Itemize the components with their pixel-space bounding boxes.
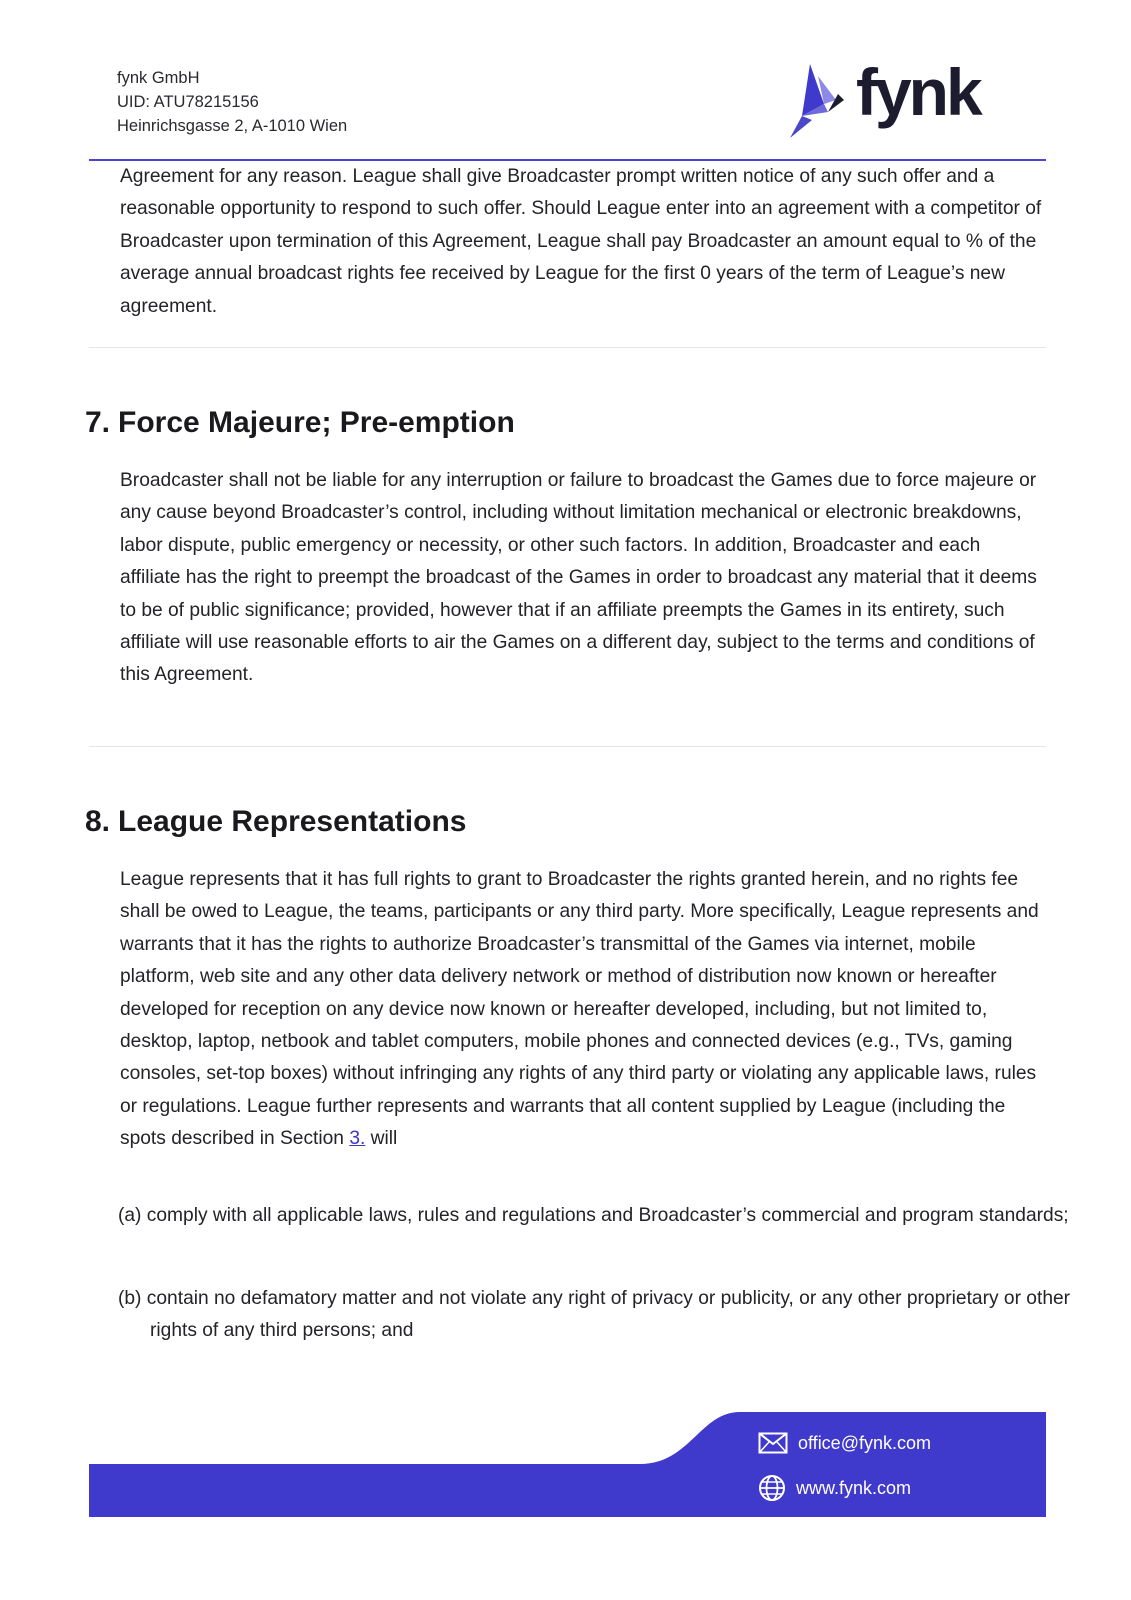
intro-paragraph: Agreement for any reason. League shall give Broadcaster prompt written notice of any such offer and a reasonable opportunity to respond to such offer. Should League enter into an agreement with a competitor of Broadcaster upon termination of this Agreement, League shall pay Broadcaster an amount equal to % of the average annual broadcast rights fee received by League for the first 0 years of the term of League’s new agreement. — [120, 166, 1042, 317]
company-name: fynk GmbH — [117, 69, 200, 87]
footer-email[interactable] — [758, 1432, 931, 1454]
section-7-title: Force Majeure; Pre-emption — [118, 406, 515, 439]
footer-website[interactable] — [758, 1474, 911, 1502]
footer-email-text: office@fynk.com — [798, 1432, 931, 1453]
section-8-body-tail: will — [365, 1128, 398, 1150]
section-7-body: Broadcaster shall not be liable for any interruption or failure to broadcast the Games due to force majeure or any cause beyond Broadcaster’s control, including without limitation mechanical or electronic breakdowns, labor dispute, public emergency or necessity, or other such factors. In addition, Broadcaster and each affiliate has the right to preempt the broadcast of the Games in order to broadcast any material that it deems to be of public significance; provided, however that if an affiliate preempts the Games in its entirety, such affiliate will use reasonable efforts to air the Games on a different day, subject to the terms and conditions of this Agreement. — [120, 470, 1037, 686]
list-marker-b: (b) — [118, 1288, 142, 1309]
section-8-number: 8. — [85, 805, 111, 838]
footer-website-text: www.fynk.com — [796, 1477, 912, 1498]
company-uid: UID: ATU78215156 — [117, 93, 259, 111]
globe-icon — [758, 1474, 786, 1502]
list-marker-a: (a) — [118, 1205, 142, 1226]
section-8-title: League Representations — [118, 805, 467, 838]
section-8-body-text: League represents that it has full rights to grant to Broadcaster the rights granted herein, and no rights fee shall be owed to League, the teams, participants or any third party. More specifically, League represents and warrants that it has the rights to authorize Broadcaster’s transmittal of the Games via internet, mobile platform, web site and any other data delivery network or method of distribution now known or hereafter developed for reception on any device now known or hereafter developed, including, but not limited to, desktop, laptop, netbook and tablet computers, mobile phones and connected devices (e.g., TVs, gaming consoles, set-top boxes) without infringing any rights of any third party or violating any applicable laws, rules or regulations. League further represents and warrants that all content supplied by League (including the spots described in Section — [120, 869, 1039, 1150]
section-3-link[interactable]: 3. — [349, 1128, 366, 1150]
section-7-number: 7. — [85, 406, 111, 439]
list-text-a: comply with all applicable laws, rules and regulations and Broadcaster’s commercial and program standards; — [146, 1205, 1069, 1226]
envelope-icon — [758, 1432, 788, 1454]
logo-wordmark: fynk — [856, 55, 980, 129]
company-address: Heinrichsgasse 2, A-1010 Wien — [117, 117, 348, 135]
list-text-b: contain no defamatory matter and not violate any right of privacy or publicity, or any other proprietary or other rights of any third persons; and — [146, 1288, 1071, 1341]
